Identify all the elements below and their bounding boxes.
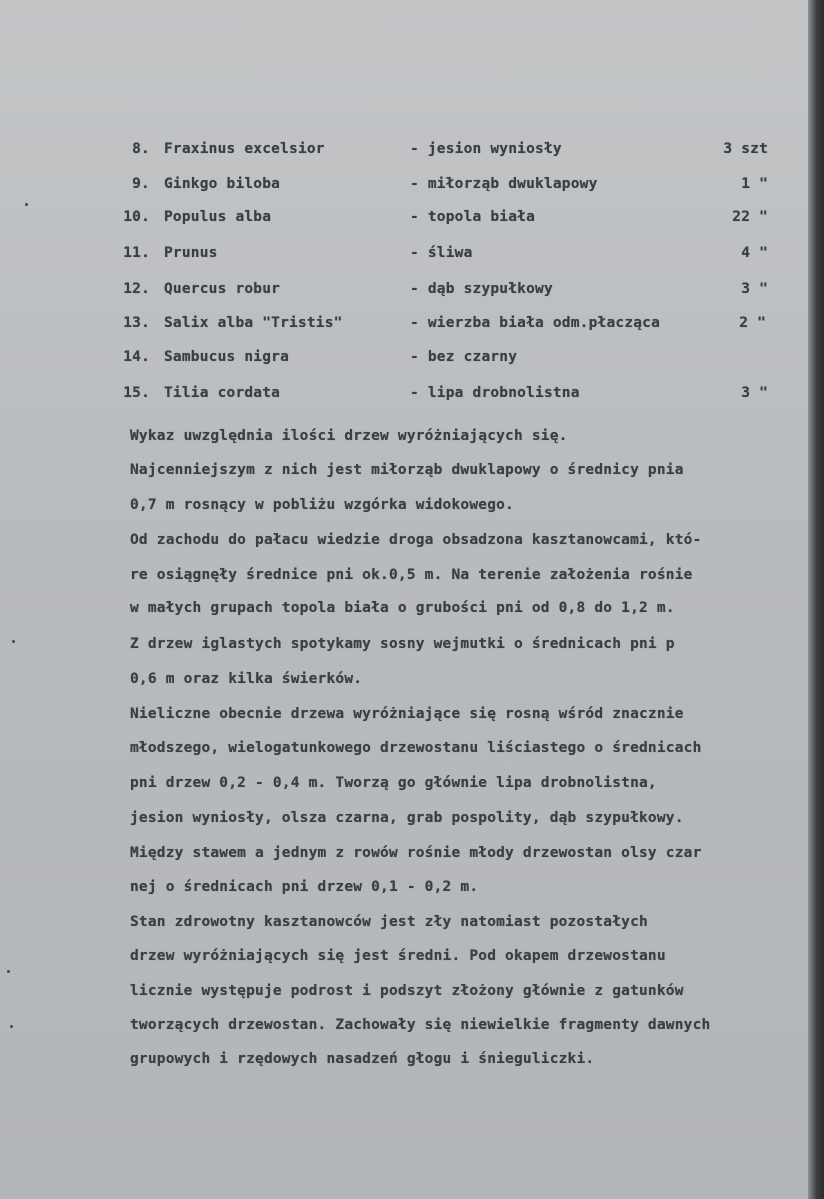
species-count: 22 " (732, 209, 768, 225)
species-polish-name: - lipa drobnolistna (410, 385, 580, 401)
species-latin-name: Ginkgo biloba (164, 176, 281, 192)
text-line: jesion wyniosły, olsza czarna, grab pospolity, dąb szypułkowy. (130, 810, 684, 826)
species-number: 10. (123, 209, 150, 225)
species-latin-name: Quercus robur (164, 281, 281, 297)
species-count: 1 " (741, 176, 768, 192)
species-number: 14. (123, 349, 150, 365)
text-line: licznie występuje podrost i podszyt złożony głównie z gatunków (130, 983, 684, 999)
text-line: Z drzew iglastych spotykamy sosny wejmutki o średnicach pni p (130, 636, 675, 652)
species-polish-name: - topola biała (410, 209, 536, 225)
species-row (0, 315, 824, 345)
text-line: Wykaz uwzględnia ilości drzew wyróżniających się. (130, 428, 568, 444)
species-number: 9. (132, 176, 150, 192)
text-line: w małych grupach topola biała o grubości pni od 0,8 do 1,2 m. (130, 600, 675, 616)
species-row (0, 349, 824, 379)
species-latin-name: Salix alba "Tristis" (164, 315, 343, 331)
species-count: 3 " (741, 385, 768, 401)
text-line: Najcenniejszym z nich jest miłorząb dwuklapowy o średnicy pnia (130, 462, 684, 478)
margin-speck (7, 970, 10, 973)
species-polish-name: - miłorząb dwuklapowy (410, 176, 598, 192)
species-row (0, 245, 824, 275)
text-line: pni drzew 0,2 - 0,4 m. Tworzą go głównie lipa drobnolistna, (130, 775, 657, 791)
species-polish-name: - bez czarny (410, 349, 518, 365)
species-polish-name: - dąb szypułkowy (410, 281, 553, 297)
species-latin-name: Sambucus nigra (164, 349, 290, 365)
text-line: Między stawem a jednym z rowów rośnie młody drzewostan olsy czar (130, 845, 702, 861)
species-number: 15. (123, 385, 150, 401)
species-latin-name: Prunus (164, 245, 218, 261)
margin-speck (10, 1025, 13, 1028)
species-row (0, 385, 824, 415)
species-latin-name: Tilia cordata (164, 385, 281, 401)
species-latin-name: Populus alba (164, 209, 272, 225)
text-line: Od zachodu do pałacu wiedzie droga obsadzona kasztanowcami, któ- (130, 532, 702, 548)
text-line: Stan zdrowotny kasztanowców jest zły natomiast pozostałych (130, 914, 648, 930)
species-latin-name: Fraxinus excelsior (164, 141, 325, 157)
species-number: 11. (123, 245, 150, 261)
species-row (0, 281, 824, 311)
species-polish-name: - wierzba biała odm.płacząca (410, 315, 661, 331)
species-count: 2 " (739, 315, 766, 331)
text-line: tworzących drzewostan. Zachowały się niewielkie fragmenty dawnych (130, 1017, 711, 1033)
species-row (0, 141, 824, 171)
species-number: 13. (123, 315, 150, 331)
text-line: Nieliczne obecnie drzewa wyróżniające się rosną wśród znacznie (130, 706, 684, 722)
species-row (0, 176, 824, 206)
species-polish-name: - śliwa (410, 245, 473, 261)
text-line: nej o średnicach pni drzew 0,1 - 0,2 m. (130, 879, 479, 895)
species-count: 4 " (741, 245, 768, 261)
text-line: drzew wyróżniających się jest średni. Pod okapem drzewostanu (130, 948, 666, 964)
text-line: re osiągnęły średnice pni ok.0,5 m. Na terenie założenia rośnie (130, 567, 693, 583)
species-count: 3 szt (723, 141, 768, 157)
text-line: 0,7 m rosnący w pobliżu wzgórka widokowego. (130, 497, 514, 513)
text-line: 0,6 m oraz kilka świerków. (130, 671, 363, 687)
species-polish-name: - jesion wyniosły (410, 141, 562, 157)
text-line: młodszego, wielogatunkowego drzewostanu liściastego o średnicach (130, 740, 702, 756)
text-line: grupowych i rzędowych nasadzeń głogu i śnieguliczki. (130, 1051, 595, 1067)
species-row (0, 209, 824, 239)
species-count: 3 " (741, 281, 768, 297)
margin-speck (12, 640, 15, 643)
species-number: 12. (123, 281, 150, 297)
species-number: 8. (132, 141, 150, 157)
